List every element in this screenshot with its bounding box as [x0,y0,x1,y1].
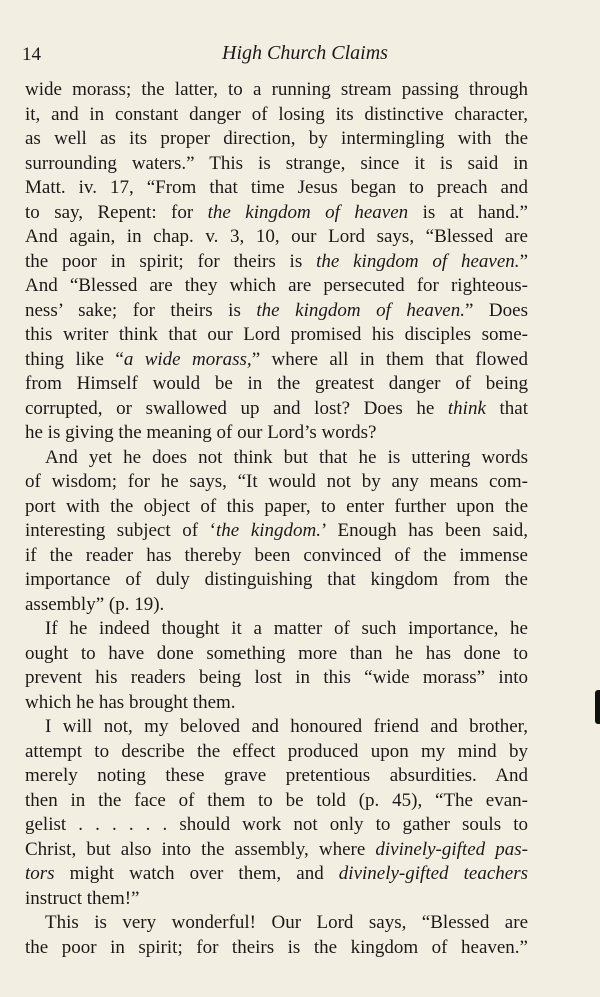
text-line [25,152,528,177]
italic-text: the kingdom of heaven. [316,250,520,272]
text-line [25,421,528,446]
text-segment: that [485,397,528,419]
text-segment: Matt. iv. 17, “From that time Jesus began to preach and [25,177,528,198]
text-segment: interesting subject of ‘ [25,520,216,541]
text-segment: merely noting these grave pretentious absurdities. And [25,765,528,786]
text-line [25,666,528,691]
text-line [25,911,528,936]
text-segment: ’ Enough has been said, [321,520,528,541]
text-segment: if the reader has thereby been convinced of the immense [25,544,528,566]
italic-text: divinely-gifted pas- [375,838,528,860]
text-line [25,78,528,103]
italic-text: the kingdom. [216,520,321,541]
text-segment: gelist . . . . . . should work not only to gather souls to [25,814,528,835]
text-line [25,887,528,912]
text-segment: This is very wonderful! Our Lord says, “Blessed are [45,912,528,933]
body-text [25,78,528,960]
text-segment: And yet he does not think but that he is uttering words [45,446,528,468]
text-line [25,201,528,226]
text-segment: as well as its proper direction, by intermingling with the [25,128,528,149]
italic-text: the kingdom of heaven [207,201,409,223]
text-segment: to say, Repent: for [25,201,208,223]
text-line [25,936,528,961]
text-line [25,715,528,740]
text-segment: And again, in chap. v. 3, 10, our Lord says, “Blessed are [25,226,528,247]
text-line [25,299,528,324]
text-segment: Christ, but also into the assembly, where [25,838,376,860]
text-line [25,568,528,593]
text-segment: ” where all in them that flowed [251,348,529,370]
text-segment: ” Does [464,299,528,321]
text-line [25,103,528,128]
italic-text: tors [25,863,55,884]
text-segment: then in the face of them to be told (p. 45), “The evan- [25,789,528,811]
text-segment: from Himself would be in the greatest danger of being [25,373,528,394]
text-line [25,838,528,863]
page-number: 14 [22,44,41,65]
text-segment: surrounding waters.” This is strange, since it is said in [25,152,528,174]
text-line [25,593,528,618]
text-line [25,862,528,887]
text-line [25,813,528,838]
text-segment: the poor in spirit; for theirs is [25,250,317,272]
text-segment: assembly” (p. 19). [25,593,165,615]
text-line [25,397,528,422]
italic-text: the kingdom of heaven. [256,299,465,321]
text-line [25,323,528,348]
text-line [25,446,528,471]
text-line [25,372,528,397]
text-segment: corrupted, or swallowed up and lost? Does he [25,397,448,419]
text-line [25,617,528,642]
text-line [25,764,528,789]
text-line [25,176,528,201]
text-line [25,495,528,520]
text-segment: prevent his readers being lost in this “wide morass” into [25,667,528,688]
text-segment: I will not, my beloved and honoured friend and brother, [45,716,528,737]
italic-text: a wide morass, [123,348,252,370]
text-line [25,691,528,716]
text-segment: which he has brought them. [25,691,236,713]
text-segment: ” [519,250,528,272]
text-segment: ought to have done something more than he has done to [25,642,528,664]
italic-text: divinely-gifted teachers [338,863,528,884]
text-segment: attempt to describe the effect produced upon my mind by [25,740,528,762]
text-segment: wide morass; the latter, to a running stream passing through [25,79,528,100]
text-line [25,519,528,544]
text-line [25,789,528,814]
text-segment: ness’ sake; for theirs is [25,299,257,321]
text-line [25,470,528,495]
text-line [25,225,528,250]
text-segment: thing like “ [25,348,124,370]
text-segment: he is giving the meaning of our Lord’s words? [25,422,377,443]
text-segment: importance of duly distinguishing that kingdom from the [25,569,528,590]
text-segment: port with the object of this paper, to enter further upon the [25,495,528,517]
running-title: High Church Claims [222,42,388,64]
text-line [25,274,528,299]
text-line [25,348,528,373]
text-line [25,250,528,275]
text-line [25,127,528,152]
text-segment: If he indeed thought it a matter of such importance, he [45,618,528,639]
text-segment: might watch over them, and [54,863,339,884]
text-line [25,544,528,569]
text-segment: is at hand.” [408,201,528,223]
text-segment: it, and in constant danger of losing its distinctive character, [25,103,528,125]
text-line [25,740,528,765]
text-line [25,642,528,667]
text-segment: of wisdom; for he says, “It would not by any means com- [25,471,528,492]
page-edge-mark [595,690,600,724]
text-segment: the poor in spirit; for theirs is the kingdom of heaven.” [25,936,528,958]
text-segment: And “Blessed are they which are persecuted for righteous- [25,275,528,296]
italic-text: think [447,397,486,419]
text-segment: instruct them!” [25,887,140,909]
text-segment: this writer think that our Lord promised his disciples some- [25,324,528,345]
